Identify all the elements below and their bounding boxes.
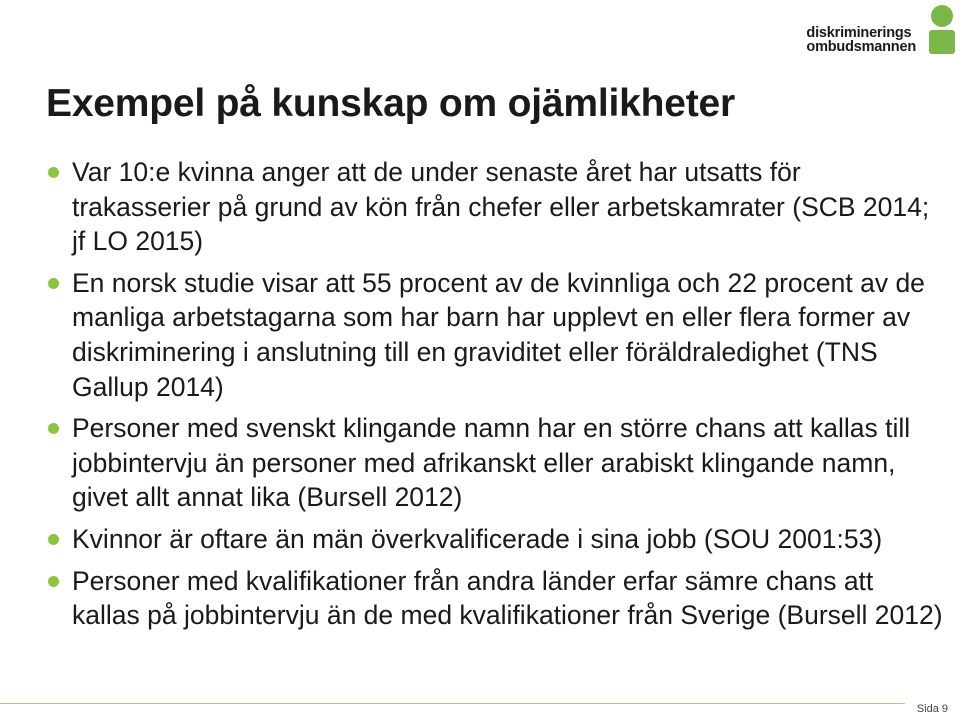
logo-line-2: ombudsmannen xyxy=(806,39,916,55)
bullet-dot-icon xyxy=(48,423,59,434)
logo-text xyxy=(806,26,916,54)
bullet-text: Personer med kvalifikationer från andra länder erfar sämre chans att kallas på jobbintervju än de med kvalifikationer från Sverige (Bursell 2012) xyxy=(72,565,943,631)
logo-line-1: diskriminerings xyxy=(806,25,912,41)
bullet-text: Var 10:e kvinna anger att de under senaste året har utsatts för trakasserier på grund av kön från chefer eller arbetskamrater (SCB 2014; jf LO 2015) xyxy=(72,157,930,257)
bullet-dot-icon xyxy=(48,534,59,545)
bullet-item xyxy=(46,411,946,515)
bullet-text: Kvinnor är oftare än män överkvalificerade i sina jobb (SOU 2001:53) xyxy=(72,523,883,554)
bullet-text: En norsk studie visar att 55 procent av de kvinnliga och 22 procent av de manliga arbetstagarna som har barn har upplevt en eller flera former av diskriminering i anslutning till en graviditet eller föräldraledighet (TNS Gallup 2014) xyxy=(72,267,925,402)
bullet-dot-icon xyxy=(48,576,59,587)
bullet-dot-icon xyxy=(48,167,59,178)
bullet-text: Personer med svenskt klingande namn har en större chans att kallas till jobbintervju än personer med afrikanskt eller arabiskt klingande namn, givet allt annat lika (Bursell 2012) xyxy=(72,413,911,513)
logo-mark-icon xyxy=(918,4,958,56)
bullet-dot-icon xyxy=(48,278,59,289)
bullet-item xyxy=(46,522,946,557)
bullet-list xyxy=(46,155,946,640)
bullet-item xyxy=(46,564,946,633)
page-number: Sida 9 xyxy=(916,703,948,715)
bullet-item xyxy=(46,266,946,404)
bullet-item xyxy=(46,155,946,259)
footer-divider xyxy=(0,703,905,704)
logo xyxy=(808,4,958,56)
slide-title: Exempel på kunskap om ojämlikheter xyxy=(46,82,735,125)
